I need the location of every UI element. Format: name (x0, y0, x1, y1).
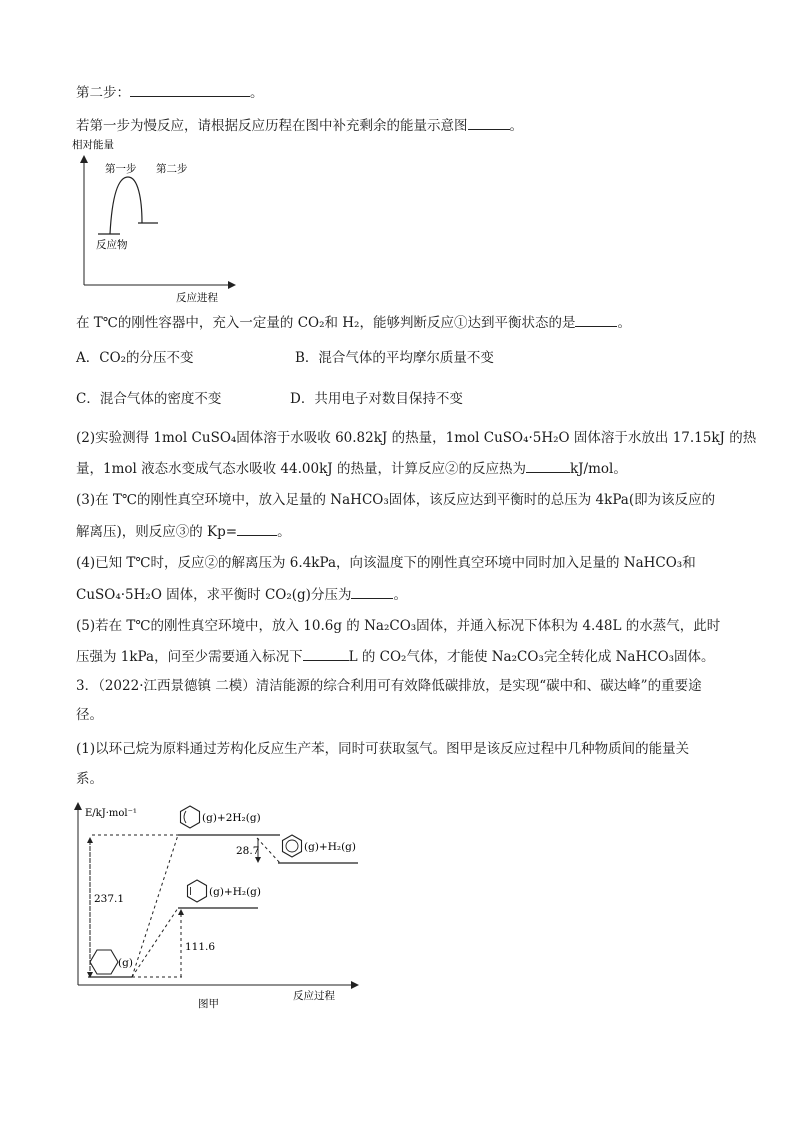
label-28: 28.7 (236, 845, 260, 857)
question-energy-diagram: 若第一步为慢反应，请根据反应历程在图中补充剩余的能量示意图 。 (76, 115, 523, 135)
energy-level-diagram (70, 800, 370, 1015)
problem3-part1-line2: 系。 (76, 771, 103, 787)
q5-line2: 压强为 1kPa，问至少需要通入标况下 L 的 CO₂气体，才能使 Na₂CO₃完全转化成 NaHCO₃固体。 (76, 646, 715, 666)
step2-line: 第二步： 。 (76, 82, 264, 102)
fig1-xlabel: 反应进程 (176, 292, 218, 304)
fig2-ylabel: E/kJ·mol⁻¹ (85, 808, 137, 819)
option-a[interactable]: A．CO₂的分压不变 (76, 350, 194, 366)
benzene-icon (181, 806, 200, 828)
option-d[interactable]: D．共用电子对数目保持不变 (290, 391, 463, 407)
cyclohexene-icon (188, 880, 207, 902)
q3-line1: (3)在 T℃的刚性真空环境中，放入足量的 NaHCO₃固体，该反应达到平衡时的总压为 4kPa(即为该反应的 (76, 492, 716, 508)
label-top: (g)+2H₂(g) (202, 812, 261, 824)
fig2-xlabel: 反应过程 (293, 990, 335, 1002)
fig1-step1-label: 第一步 (105, 163, 137, 175)
q2-line1: (2)实验测得 1mol CuSO₄固体溶于水吸收 60.82kJ 的热量，1mol CuSO₄·5H₂O 固体溶于水放出 17.15kJ 的热 (76, 430, 757, 446)
q4-blank[interactable] (351, 584, 393, 599)
connector-1 (132, 835, 178, 977)
connector-3 (257, 838, 280, 863)
step2-label: 第二步： (76, 85, 130, 101)
q4-line2: CuSO₄·5H₂O 固体，求平衡时 CO₂(g)分压为 。 (76, 584, 407, 604)
question-equilibrium: 在 T℃的刚性容器中，充入一定量的 CO₂和 H₂，能够判断反应①达到平衡状态的是 。 (76, 312, 631, 332)
step1-energy-curve (110, 177, 142, 234)
problem3-line1: 3．（2022·江西景德镇 二模）清洁能源的综合利用可有效降低碳排放，是实现“碳中和、碳达峰”的重要途 (76, 678, 702, 694)
energy-sketch-figure (72, 137, 242, 307)
problem3-line2: 径。 (76, 707, 103, 723)
benzene-aromatic-icon (283, 835, 302, 857)
fig2-caption: 图甲 (198, 998, 219, 1010)
option-c[interactable]: C．混合气体的密度不变 (76, 391, 222, 407)
q2-line2: 量，1mol 液态水变成气态水吸收 44.00kJ 的热量，计算反应②的反应热为 kJ/mol。 (76, 458, 627, 478)
cyclohexane-icon (90, 950, 118, 974)
q3-line2: 解离压)，则反应③的 Kp= 。 (76, 521, 291, 541)
problem3-part1-line1: (1)以环己烷为原料通过芳构化反应生产苯，同时可获取氢气。图甲是该反应过程中几种物质间的能量关 (76, 741, 690, 757)
q5-line1: (5)若在 T℃的刚性真空环境中，放入 10.6g 的 Na₂CO₃固体，并通入标况下体积为 4.48L 的水蒸气，此时 (76, 618, 721, 634)
q4-line1: (4)已知 T℃时，反应②的解离压为 6.4kPa，向该温度下的刚性真空环境中同时加入足量的 NaHCO₃和 (76, 555, 696, 571)
step2-blank[interactable] (130, 82, 250, 97)
label-237: 237.1 (94, 893, 125, 905)
label-mid: (g)+H₂(g) (209, 886, 261, 898)
fig1-step2-label: 第二步 (156, 163, 188, 175)
q5-blank[interactable] (303, 646, 349, 661)
label-111: 111.6 (185, 941, 216, 953)
fig1-ylabel: 相对能量 (72, 139, 114, 151)
q3-blank[interactable] (237, 521, 277, 536)
label-right: (g)+H₂(g) (304, 841, 356, 853)
energy-blank[interactable] (468, 115, 510, 130)
connector-2 (132, 908, 178, 977)
label-bottom: (g) (118, 957, 133, 969)
fig1-reactant-label: 反应物 (96, 239, 128, 251)
q2-blank[interactable] (526, 458, 570, 473)
option-b[interactable]: B．混合气体的平均摩尔质量不变 (295, 350, 494, 366)
equilibrium-blank[interactable] (575, 312, 617, 327)
